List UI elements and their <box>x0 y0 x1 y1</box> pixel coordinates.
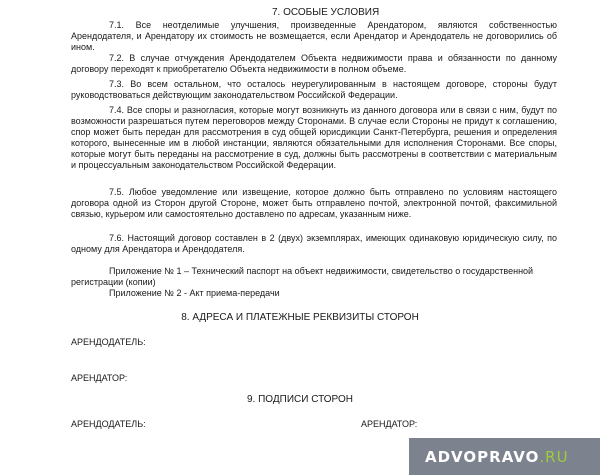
clause-7-2: 7.2. В случае отчуждения Арендодателем Объекта недвижимости права и обязанности по данному договору переходят к приобретателю Объекта недвижимости в полном объеме. <box>71 53 557 74</box>
section-8-lessor-label: АРЕНДОДАТЕЛЬ: <box>71 337 146 347</box>
clause-7-4: 7.4. Все споры и разногласия, которые могут возникнуть из данного договора или в связи с ним, будут по возможности разрешаться путем переговоров между Сторонами. В случае если Стороны не придут к соглашению, спор может быть передан для рассмотрения в суд общей юрисдикции Санкт-Петербурга, решения и определения которого, вынесенные им в любой инстанции, являются обязательными для исполнения Сторонами. Все споры, которые могут быть переданы на рассмотрение в суд, должны быть рассмотрены в соответствии с материальным и процессуальным законодательством Российской Федерации. <box>71 105 557 170</box>
annex-1: Приложение № 1 – Технический паспорт на объект недвижимости, свидетельство о государственной регистрации (копии) <box>71 266 534 287</box>
section-9-lessee-label: АРЕНДАТОР: <box>361 419 418 429</box>
clause-7-1: 7.1. Все неотделимые улучшения, произведенные Арендатором, являются собственностью Арендодателя, и Арендатору их стоимость не возмещается, если Арендатор и Арендодатель не договорились об ином. <box>71 20 557 52</box>
watermark-tld: .RU <box>539 447 569 466</box>
section-9-lessor-label: АРЕНДОДАТЕЛЬ: <box>71 419 146 429</box>
watermark-logo <box>425 448 569 466</box>
section-7-heading: 7. ОСОБЫЕ УСЛОВИЯ <box>272 7 380 18</box>
watermark-name: ADVOPRAVO <box>425 447 540 466</box>
clause-7-6: 7.6. Настоящий договор составлен в 2 (двух) экземплярах, имеющих одинаковую юридическую силу, по одному для Арендатора и Арендодателя. <box>71 233 557 254</box>
clause-7-5: 7.5. Любое уведомление или извещение, которое должно быть отправлено по условиям настоящего договора одной из Сторон другой Стороне, может быть отправлено почтой, электронной почтой, факсимильной связью, курьером или самостоятельно доставлено по адресам, указанным ниже. <box>71 187 557 219</box>
section-8-lessee-label: АРЕНДАТОР: <box>71 373 128 383</box>
section-9-heading: 9. ПОДПИСИ СТОРОН <box>247 394 353 405</box>
annex-2: Приложение № 2 - Акт приема-передачи <box>109 288 280 298</box>
clause-7-3: 7.3. Во всем остальном, что осталось неурегулированным в настоящем договоре, стороны будут руководствоваться действующим законодательством Российской Федерации. <box>71 79 557 100</box>
section-8-heading: 8. АДРЕСА И ПЛАТЕЖНЫЕ РЕКВИЗИТЫ СТОРОН <box>181 312 419 323</box>
site-watermark <box>409 438 600 475</box>
